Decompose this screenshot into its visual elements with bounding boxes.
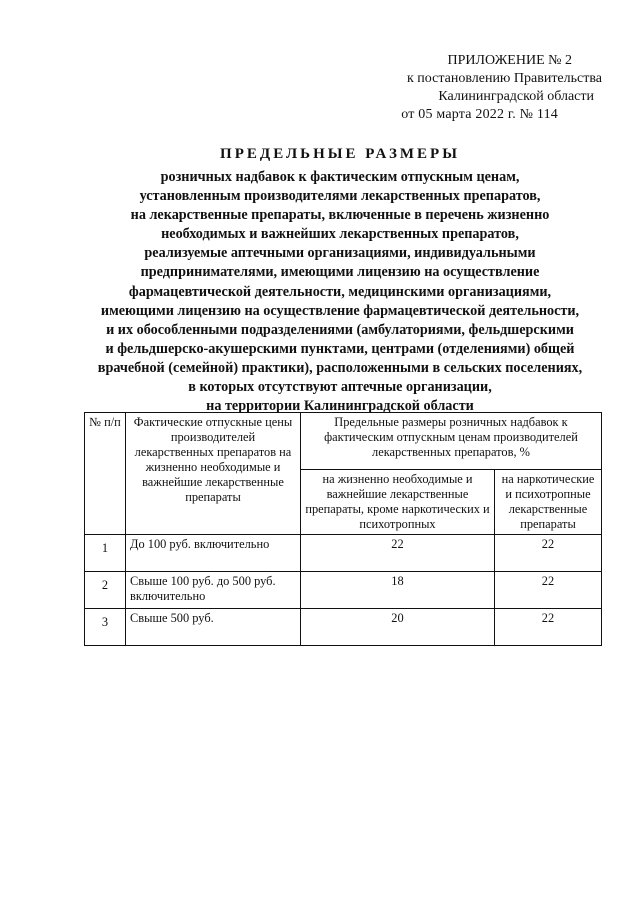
row-number: 1 xyxy=(85,535,126,572)
table-header-row xyxy=(85,413,602,470)
table-row xyxy=(85,572,602,609)
header-limit: Предельные размеры розничных надбавок к фактическим отпускным ценам производителей лекарственных препаратов, % xyxy=(301,413,602,470)
title-line: и их обособленными подразделениями (амбулаториями, фельдшерскими xyxy=(106,321,574,338)
appendix-date: от 05 марта 2022 г. № 114 xyxy=(401,107,558,122)
row-price: Свыше 100 руб. до 500 руб. включительно xyxy=(126,572,301,609)
row-narcotic-value: 22 xyxy=(495,609,602,646)
appendix-number: ПРИЛОЖЕНИЕ № 2 xyxy=(447,53,572,68)
header-essential-drugs: на жизненно необходимые и важнейшие лекарственные препараты, кроме наркотических и психотропных xyxy=(301,470,495,535)
row-essential-value: 22 xyxy=(301,535,495,572)
appendix-reference: к постановлению Правительства xyxy=(406,71,602,86)
title-line: реализуемые аптечными организациями, индивидуальными xyxy=(144,245,536,262)
header-narcotic-drugs: на наркотические и психотропные лекарственные препараты xyxy=(495,470,602,535)
title-line: установленным производителями лекарственных препаратов, xyxy=(139,188,541,205)
title-main: ПРЕДЕЛЬНЫЕ РАЗМЕРЫ xyxy=(220,146,460,162)
row-essential-value: 18 xyxy=(301,572,495,609)
title-line: в которых отсутствуют аптечные организации, xyxy=(188,379,492,396)
title-line: и фельдшерско-акушерскими пунктами, центрами (отделениями) общей xyxy=(105,340,575,357)
header-price: Фактические отпускные цены производителей лекарственных препаратов на жизненно необходимые и важнейшие лекарственные препараты xyxy=(126,413,301,535)
appendix-region: Калининградской области xyxy=(438,89,594,104)
row-price: Свыше 500 руб. xyxy=(126,609,301,646)
title-line: фармацевтической деятельности, медицинскими организациями, xyxy=(128,283,552,300)
title-line: врачебной (семейной) практики), расположенными в сельских поселениях, xyxy=(97,359,583,376)
title-line: на территории Калининградской области xyxy=(206,398,474,415)
row-essential-value: 20 xyxy=(301,609,495,646)
row-price: До 100 руб. включительно xyxy=(126,535,301,572)
markups-table xyxy=(84,412,602,646)
row-narcotic-value: 22 xyxy=(495,572,602,609)
title-line: предпринимателями, имеющими лицензию на осуществление xyxy=(140,264,540,281)
title-line: розничных надбавок к фактическим отпускным ценам, xyxy=(160,169,520,185)
row-number: 2 xyxy=(85,572,126,609)
table-row xyxy=(85,609,602,646)
title-line: имеющими лицензию на осуществление фармацевтической деятельности, xyxy=(100,302,580,319)
title-line: необходимых и важнейших лекарственных препаратов, xyxy=(161,226,519,243)
row-number: 3 xyxy=(85,609,126,646)
header-number: № п/п xyxy=(85,413,126,535)
row-narcotic-value: 22 xyxy=(495,535,602,572)
table-row xyxy=(85,535,602,572)
document-title xyxy=(70,144,610,416)
appendix-header xyxy=(401,52,602,124)
title-line: на лекарственные препараты, включенные в перечень жизненно xyxy=(130,207,550,224)
